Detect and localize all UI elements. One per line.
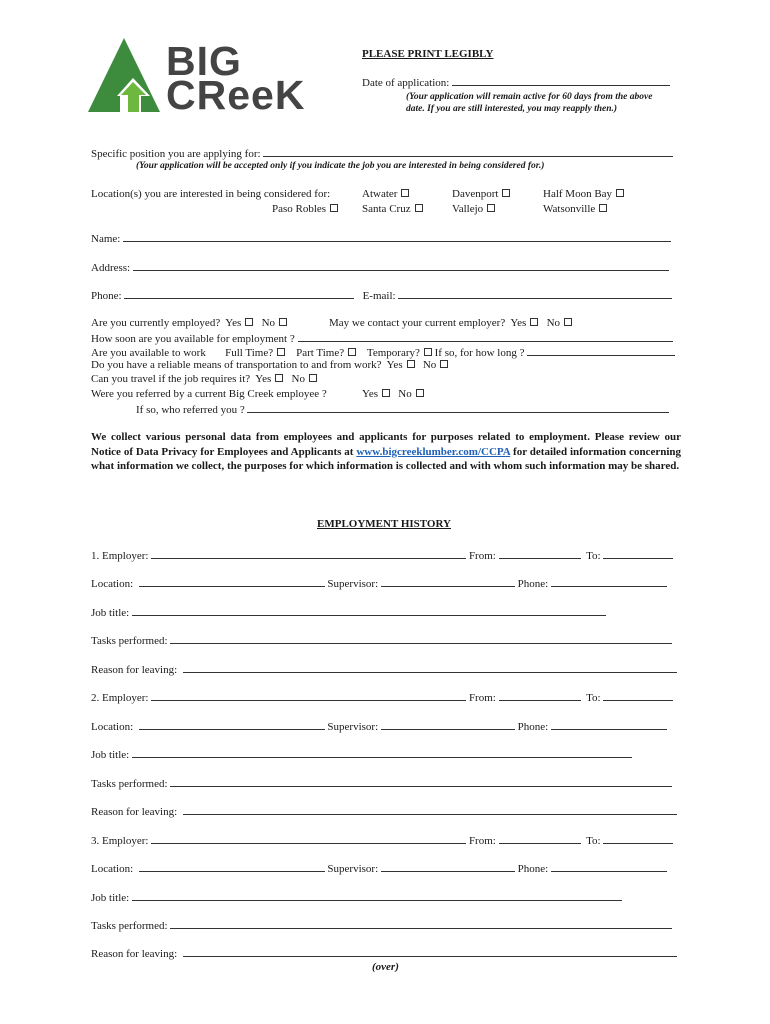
employer-3-field[interactable] — [151, 833, 466, 844]
how-long-field[interactable] — [527, 345, 675, 356]
employer-1-tasks-field[interactable] — [170, 633, 672, 644]
big-creek-logo — [86, 36, 322, 118]
name-row: Name: — [91, 231, 671, 246]
employer-3-reason-row: Reason for leaving: — [91, 946, 677, 961]
employer-1-reason-row: Reason for leaving: — [91, 662, 677, 677]
employer-3-location-row: Location: Supervisor: Phone: — [91, 861, 667, 876]
employer-3-reason-field[interactable] — [183, 946, 677, 957]
location-option-atwater[interactable]: Atwater — [362, 188, 409, 201]
checkbox[interactable] — [616, 189, 624, 197]
ccpa-link[interactable]: www.bigcreeklumber.com/CCPA — [356, 445, 511, 458]
date-of-application-field[interactable] — [452, 75, 670, 86]
travel-yes-checkbox[interactable] — [275, 374, 283, 382]
transport-no-checkbox[interactable] — [440, 360, 448, 368]
employer-1-to-field[interactable] — [603, 548, 673, 559]
referred-no-checkbox[interactable] — [416, 389, 424, 397]
address-field[interactable] — [133, 260, 669, 271]
tree-arrow-icon — [86, 36, 166, 118]
temporary-checkbox[interactable] — [424, 348, 432, 356]
name-field[interactable] — [123, 231, 671, 242]
location-option-santa-cruz[interactable]: Santa Cruz — [362, 203, 423, 216]
over-note: (over) — [372, 961, 399, 973]
employer-2-from-field[interactable] — [499, 690, 581, 701]
employer-1-field[interactable] — [151, 548, 466, 559]
employer-3-location-field[interactable] — [139, 861, 325, 872]
referred-yes-checkbox[interactable] — [382, 389, 390, 397]
employer-2-to-field[interactable] — [603, 690, 673, 701]
employer-1-location-field[interactable] — [139, 576, 325, 587]
checkbox[interactable] — [599, 204, 607, 212]
employer-2-location-field[interactable] — [139, 719, 325, 730]
travel-question: Can you travel if the job requires it? Yes No — [91, 373, 317, 386]
referred-question: Were you referred by a current Big Creek employee ? — [91, 388, 327, 400]
employer-3-tasks-row: Tasks performed: — [91, 918, 672, 933]
employer-2-phone-field[interactable] — [551, 719, 667, 730]
employed-question: Are you currently employed? Yes No — [91, 317, 287, 330]
referred-options: Yes No — [362, 388, 424, 401]
employer-1-reason-field[interactable] — [183, 662, 677, 673]
checkbox[interactable] — [401, 189, 409, 197]
active-note-line-2: date. If you are still interested, you may reapply then.) — [406, 104, 618, 114]
locations-label: Location(s) you are interested in being considered for: — [91, 188, 331, 200]
employed-no-checkbox[interactable] — [279, 318, 287, 326]
contact-employer-no-checkbox[interactable] — [564, 318, 572, 326]
location-option-half-moon-bay[interactable]: Half Moon Bay — [543, 188, 624, 201]
employment-history-title: EMPLOYMENT HISTORY — [317, 518, 451, 530]
employed-yes-checkbox[interactable] — [245, 318, 253, 326]
position-note: (Your application will be accepted only if you indicate the job you are interested in being considered for.) — [136, 161, 545, 171]
location-option-vallejo[interactable]: Vallejo — [452, 203, 495, 216]
address-row: Address: — [91, 260, 669, 275]
active-note-line-1: (Your application will remain active for 60 days from the above — [406, 92, 653, 102]
employer-2-field[interactable] — [151, 690, 466, 701]
checkbox[interactable] — [330, 204, 338, 212]
employer-1-job-title-row: Job title: — [91, 605, 606, 620]
email-field[interactable] — [398, 288, 672, 299]
contact-employer-yes-checkbox[interactable] — [530, 318, 538, 326]
how-soon-row: How soon are you available for employment ? — [91, 331, 673, 346]
employer-3-job-title-field[interactable] — [132, 890, 622, 901]
employer-1-location-row: Location: Supervisor: Phone: — [91, 576, 667, 591]
employer-2-location-row: Location: Supervisor: Phone: — [91, 719, 667, 734]
employer-1-tasks-row: Tasks performed: — [91, 633, 672, 648]
employer-1-row: 1. Employer: From: To: — [91, 548, 673, 563]
employer-2-tasks-field[interactable] — [170, 776, 672, 787]
checkbox[interactable] — [415, 204, 423, 212]
employer-3-row: 3. Employer: From: To: — [91, 833, 673, 848]
phone-field[interactable] — [124, 288, 354, 299]
travel-no-checkbox[interactable] — [309, 374, 317, 382]
employer-2-reason-field[interactable] — [183, 804, 677, 815]
employer-3-phone-field[interactable] — [551, 861, 667, 872]
part-time-checkbox[interactable] — [348, 348, 356, 356]
transport-question: Do you have a reliable means of transportation to and from work? Yes No — [91, 359, 448, 372]
print-legibly-notice: PLEASE PRINT LEGIBLY — [362, 48, 494, 60]
contact-employer-question: May we contact your current employer? Yes No — [329, 317, 572, 330]
how-soon-field[interactable] — [298, 331, 673, 342]
employer-1-supervisor-field[interactable] — [381, 576, 515, 587]
employer-3-to-field[interactable] — [603, 833, 673, 844]
employer-3-tasks-field[interactable] — [170, 918, 672, 929]
employer-2-tasks-row: Tasks performed: — [91, 776, 672, 791]
checkbox[interactable] — [502, 189, 510, 197]
employer-2-supervisor-field[interactable] — [381, 719, 515, 730]
location-option-watsonville[interactable]: Watsonville — [543, 203, 607, 216]
position-row: Specific position you are applying for: — [91, 146, 673, 161]
employer-3-supervisor-field[interactable] — [381, 861, 515, 872]
who-referred-field[interactable] — [247, 402, 669, 413]
employer-2-job-title-field[interactable] — [132, 747, 632, 758]
location-option-paso-robles[interactable]: Paso Robles — [272, 203, 338, 216]
transport-yes-checkbox[interactable] — [407, 360, 415, 368]
position-field[interactable] — [263, 146, 673, 157]
who-referred-row: If so, who referred you ? — [136, 402, 669, 417]
employer-1-job-title-field[interactable] — [132, 605, 606, 616]
employer-1-phone-field[interactable] — [551, 576, 667, 587]
ccpa-notice: We collect various personal data from employees and applicants for purposes related to employment. Please review our Notice of Data Privacy for Employees and Applicants at www.bigcreeklumber.com/CCPA for detailed information concerning what information we collect, the purposes for which information is collected and with whom such information may be shared. — [91, 431, 681, 472]
employer-3-from-field[interactable] — [499, 833, 581, 844]
date-of-application-row: Date of application: — [362, 75, 670, 90]
logo-wordmark: BIG CReeK — [166, 38, 306, 118]
location-option-davenport[interactable]: Davenport — [452, 188, 510, 201]
employer-3-job-title-row: Job title: — [91, 890, 622, 905]
employer-2-job-title-row: Job title: — [91, 747, 632, 762]
checkbox[interactable] — [487, 204, 495, 212]
full-time-checkbox[interactable] — [277, 348, 285, 356]
employer-2-reason-row: Reason for leaving: — [91, 804, 677, 819]
employer-2-row: 2. Employer: From: To: — [91, 690, 673, 705]
availability-row: Are you available to work Full Time? Part Time? Temporary? If so, for how long ? — [91, 345, 675, 360]
phone-email-row: Phone: E-mail: — [91, 288, 672, 303]
employer-1-from-field[interactable] — [499, 548, 581, 559]
